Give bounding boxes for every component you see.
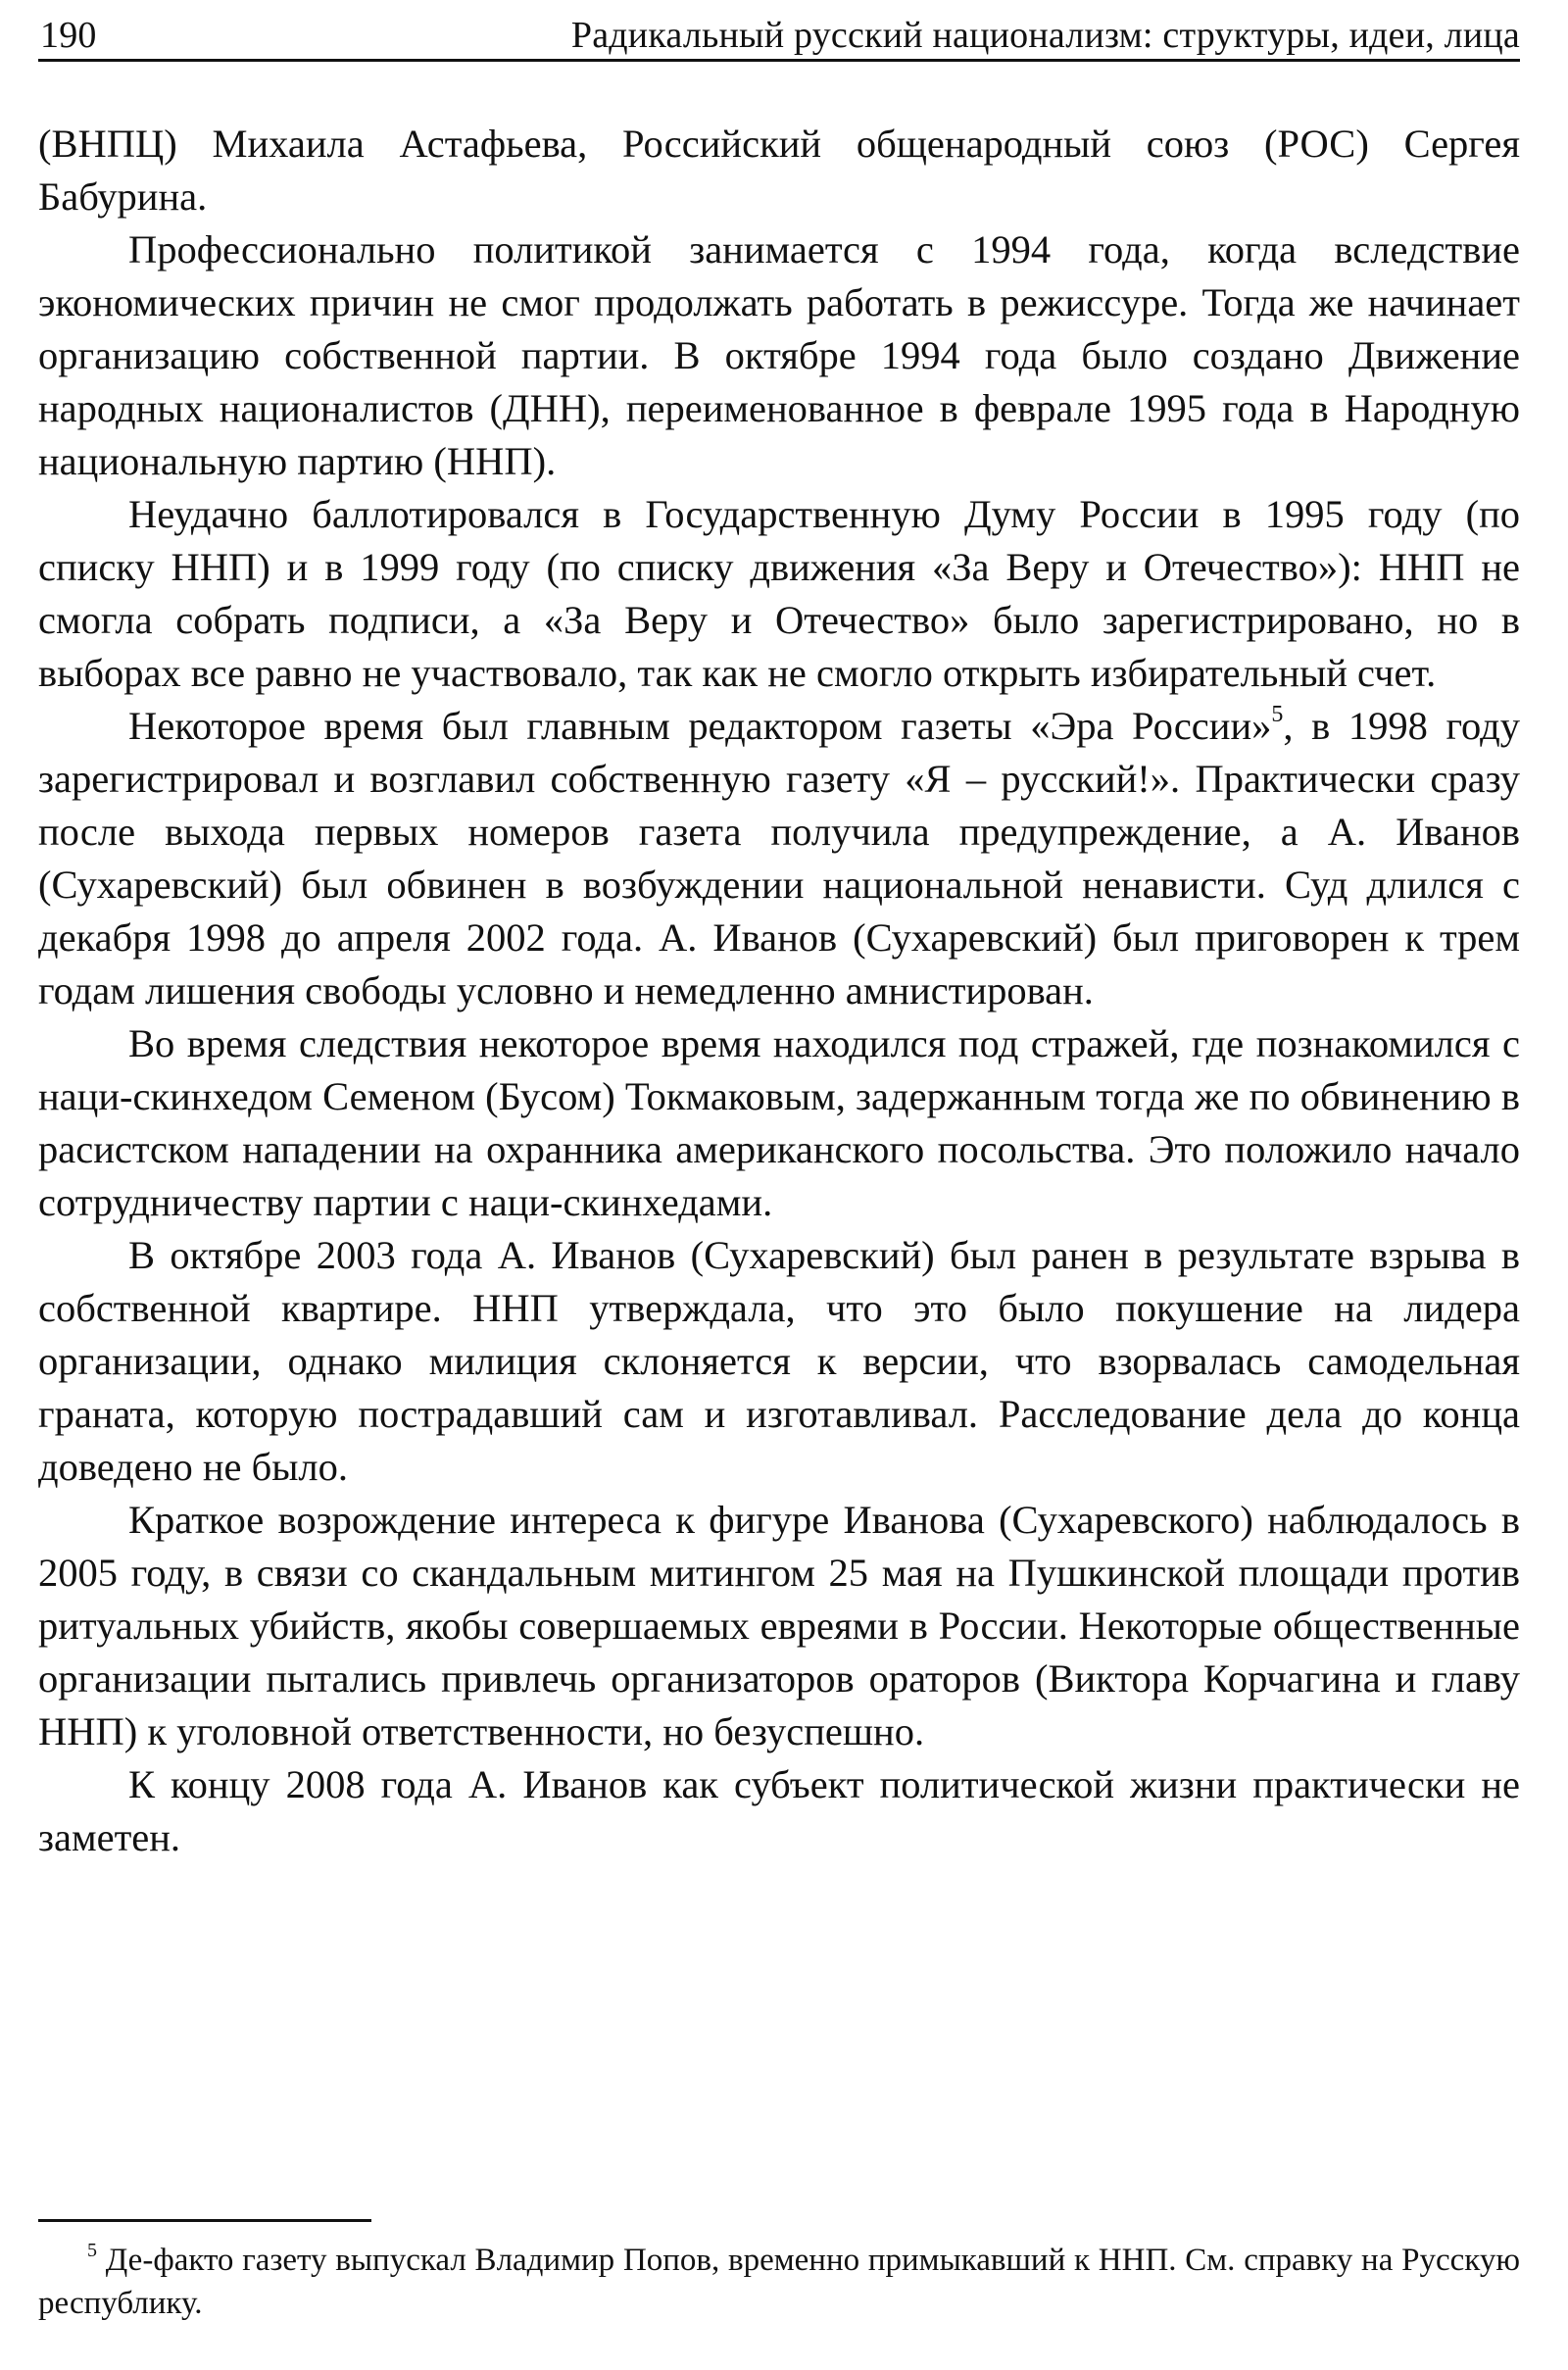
running-title: Радикальный русский национализм: структуры, идеи, лица [570, 15, 1520, 56]
footnote-text: Де-факто газету выпускал Владимир Попов, временно примыкавший к ННП. См. справку на Русскую республику. [38, 2243, 1520, 2321]
paragraph-text: , в 1998 году зарегистрировал и возглавил собственную газету «Я – русский!». Практически сразу после выхода первых номеров газета получила предупреждение, а А. Иванов (Сухаревский) был обвинен в возбуждении национальной ненависти. Суд длился с декабря 1998 до апреля 2002 года. А. Иванов (Сухаревский) был приговорен к трем годам лишения свободы условно и немедленно амнистирован. [38, 704, 1520, 1012]
running-header [38, 10, 1520, 61]
paragraph-text: Некоторое время был главным редактором газеты «Эра России» [128, 704, 1272, 748]
paragraph-continuation: (ВНПЦ) Михаила Астафьева, Российский общенародный союз (РОС) Сергея Бабурина. [38, 122, 1520, 219]
paragraph [38, 700, 1520, 1017]
footnote-reference[interactable]: 5 [1271, 702, 1284, 727]
paragraph: Краткое возрождение интереса к фигуре Иванова (Сухаревского) наблюдалось в 2005 году, в связи со скандальным митингом 25 мая на Пушкинской площади против ритуальных убийств, якобы совершаемых евреями в России. Некоторые общественные организации пытались привлечь организаторов ораторов (Виктора Корчагина и главу ННП) к уголовной ответственности, но безуспешно. [38, 1498, 1520, 1753]
page-number: 190 [40, 15, 97, 56]
footnote-marker: 5 [87, 2240, 97, 2261]
footnote [38, 2239, 1520, 2325]
paragraph: Неудачно баллотировался в Государственную Думу России в 1995 году (по списку ННП) и в 1999 году (по списку движения «За Веру и Отечество»): ННП не смогла собрать подписи, а «За Веру и Отечество» было зарегистрировано, но в выборах все равно не участвовало, так как не смогло открыть избирательный счет. [38, 492, 1520, 695]
paragraph: В октябре 2003 года А. Иванов (Сухаревский) был ранен в результате взрыва в собственной квартире. ННП утверждала, что это было покушение на лидера организации, однако милиция склоняется к версии, что взорвалась самодельная граната, которую пострадавший сам и изготавливал. Расследование дела до конца доведено не было. [38, 1233, 1520, 1489]
paragraph: К концу 2008 года А. Иванов как субъект политической жизни практически не заметен. [38, 1762, 1520, 1859]
paragraph: Профессионально политикой занимается с 1994 года, когда вследствие экономических причин не смог продолжать работать в режиссуре. Тогда же начинает организацию собственной партии. В октябре 1994 года было создано Движение народных националистов (ДНН), переименованное в феврале 1995 года в Народную национальную партию (ННП). [38, 227, 1520, 483]
footnote-rule [38, 2219, 371, 2222]
paragraph: Во время следствия некоторое время находился под стражей, где познакомился с наци-скинхедом Семеном (Бусом) Токмаковым, задержанным тогда же по обвинению в расистском нападении на охранника американского посольства. Это положило начало сотрудничеству партии с наци-скинхедами. [38, 1021, 1520, 1224]
header-rule [38, 59, 1520, 62]
book-page [38, 0, 1520, 2370]
body-text [38, 118, 1520, 1864]
